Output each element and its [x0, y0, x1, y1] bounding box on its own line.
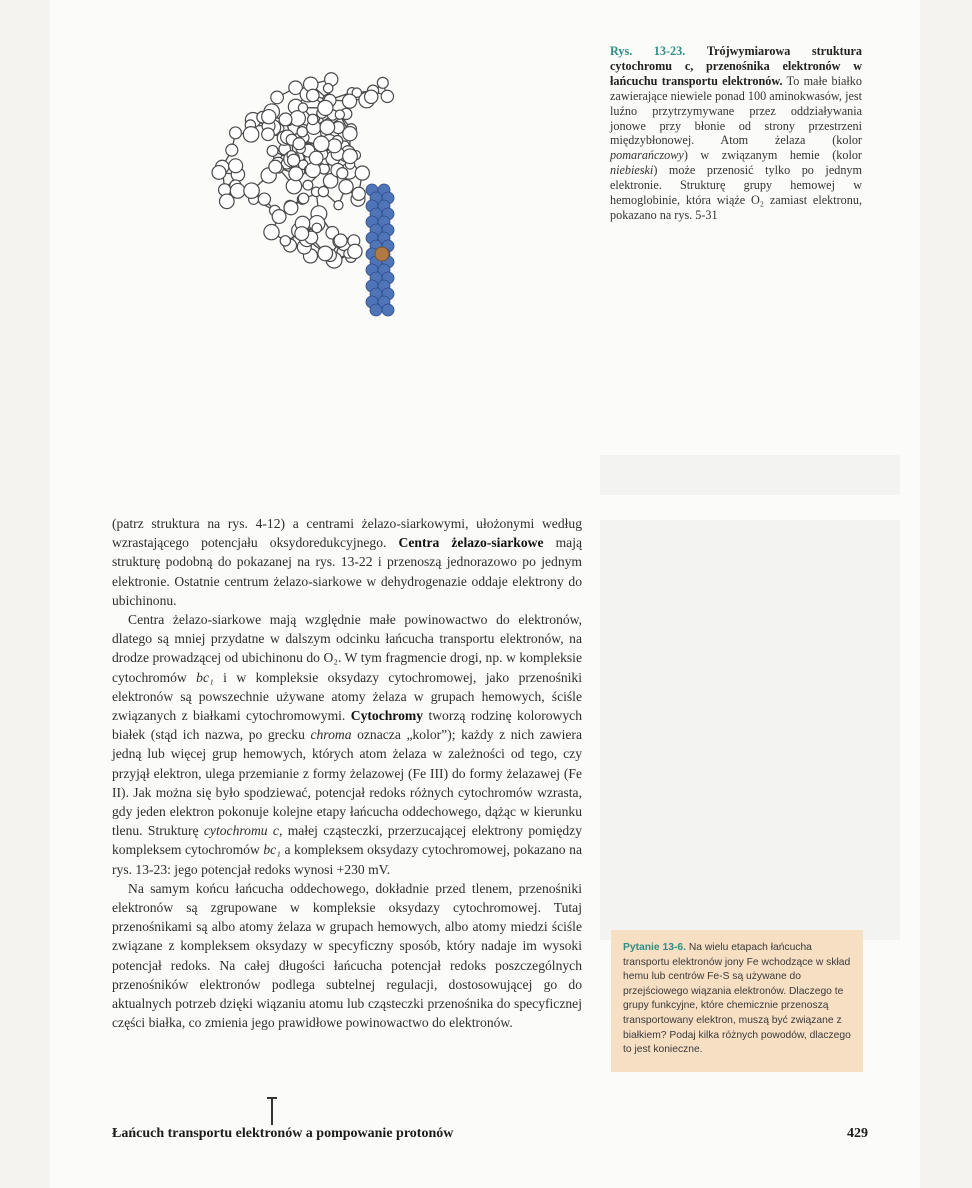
atom — [343, 127, 357, 141]
text: a kompleksem oksydazy cytochromowej, pokazano na rys. 13-23: jego potencjał redoks wynosi +230 mV. — [112, 842, 582, 877]
question-box — [611, 930, 863, 1072]
question-label: Pytanie 13-6. — [623, 942, 686, 953]
atom — [212, 166, 226, 180]
italic-text: bc₁ — [196, 669, 214, 685]
atom — [308, 114, 318, 124]
text: oznacza „kolor”); każdy z nich zawiera jedną lub więcej grup hemowych, których atom żelaza w zależności od tego, czy przyjął elektron, ulega przemianie z formy żelazowej (Fe III) do formy żelazawej (Fe II). Jak można się było spodziewać, potencjał redoks różnych cytochromów wzrasta, gdy jeden elektron pokonuje kolejne etapy łańcucha oddechowego, dążąc w kierunku tlenu. Strukturę — [112, 727, 582, 839]
caption-italic: niebieski — [610, 163, 654, 178]
atom — [314, 136, 329, 151]
text: (patrz struktura na rys. 4-12) a centrami żelazo-siarkowymi, ułożonymi według wzrastającego potencjału oksydoredukcyjnego. — [112, 516, 582, 551]
atom — [271, 91, 284, 104]
body-text — [112, 514, 582, 1032]
atom — [229, 159, 243, 173]
atom — [323, 84, 332, 93]
atom — [230, 183, 245, 198]
atom — [343, 149, 358, 164]
italic-text: bc₁ — [263, 842, 281, 858]
atom — [289, 167, 303, 181]
text: Na samym końcu łańcucha oddechowego, dokładnie przed tlenem, przenośniki elektronów są zgrupowane w kompleksie oksydazy cytochromowej. Tutaj przenośnikami są albo atomy żelaza w grupach hemowych, albo atomy miedzi ściśle związane z kompleksem oksydazy w specyficzny sposób, który nadaje im wysoki potencjał redoks. Na całej długości łańcucha potencjał redoks poszczególnych przenośników elektronów podlega subtelnej regulacji, dostosowującej go do aktualnych potrzeb dzięki wiązaniu atomu lub cząsteczki przenośnika do specyficznej części białka, co zmienia jego prawidłowe powinowactwo do elektronów. — [112, 880, 582, 1031]
margin-mark — [271, 1097, 273, 1125]
atom — [365, 90, 378, 103]
paragraph — [112, 879, 582, 1033]
atom — [280, 236, 290, 246]
atom — [264, 225, 279, 240]
atom — [334, 201, 343, 210]
text: mają strukturę podobną do pokazanej na rys. 13-22 i przenoszą jednorazowo po jednym elektronie. Ostatnie centrum żelazo-siarkowe w dehydrogenazie oddaje elektrony do ubichinonu. — [112, 535, 583, 608]
atom — [343, 94, 357, 108]
atom — [339, 180, 353, 194]
atom — [258, 193, 270, 205]
heme-atom — [370, 304, 382, 316]
atom — [348, 244, 362, 258]
atom — [298, 103, 307, 112]
iron-atom — [375, 247, 389, 261]
atom — [262, 110, 276, 124]
atom — [295, 227, 309, 241]
atom — [262, 128, 275, 141]
italic-text: chroma — [310, 727, 352, 743]
bleed-through-shadow — [600, 455, 900, 495]
atom — [307, 89, 319, 101]
atom — [352, 187, 365, 200]
atom — [298, 193, 308, 203]
heme-atom — [382, 304, 394, 316]
text: tworzą rodzinę kolorowych białek (stąd ich nazwa, po grecku — [112, 708, 582, 743]
atom — [320, 120, 335, 135]
caption-label: Rys. 13-23. — [610, 44, 686, 58]
atom — [303, 180, 313, 190]
atom — [284, 201, 298, 215]
caption-text: To małe białko zawierające niewiele ponad 100 aminokwasów, jest luźno przytrzymywane przez oddziaływania jonowe przy błonie od strony przestrzeni międzybłonowej. Atom żelaza (kolor — [610, 73, 862, 148]
atom — [309, 151, 323, 165]
atom — [297, 127, 307, 137]
paragraph — [112, 514, 582, 610]
atom — [293, 138, 305, 150]
atom — [318, 100, 333, 115]
atom — [381, 90, 393, 102]
term: Centra żelazo-siarkowe — [398, 535, 544, 551]
atom — [226, 144, 238, 156]
page-footer — [112, 1126, 868, 1148]
atom — [328, 139, 342, 153]
caption-title: Trójwymiarowa struktura cytochromu c, przenośnika elektronów w łańcuchu transportu elektronów. — [610, 44, 862, 88]
cytochrome-c-figure — [160, 40, 600, 480]
text: małej cząsteczki, przerzucającej elektrony pomiędzy kompleksem cytochromów — [112, 823, 582, 858]
atom — [334, 234, 347, 247]
italic-text: cytochromu c, — [203, 823, 283, 839]
atom — [377, 77, 388, 88]
caption-text: ) może przenosić tylko po jednym elektronie. Strukturę grupy hemowej w hemoglobinie, która wiąże O₂ zamiast elektronu, pokazano na rys. 5-31 — [610, 163, 862, 222]
atom — [318, 186, 328, 196]
caption-italic: pomarańczowy — [610, 148, 684, 163]
atom — [337, 168, 348, 179]
running-head: Łańcuch transportu elektronów a pompowanie protonów — [112, 1126, 454, 1141]
atom — [288, 154, 300, 166]
atom — [355, 166, 369, 180]
bleed-through-shadow — [600, 520, 900, 940]
page-number: 429 — [847, 1126, 868, 1141]
paragraph — [112, 610, 582, 879]
figure-caption — [610, 44, 862, 223]
atom — [269, 160, 282, 173]
atom — [230, 127, 242, 139]
atom — [272, 210, 286, 224]
atom — [267, 145, 278, 156]
term: Cytochromy — [350, 708, 424, 724]
atom — [243, 127, 258, 142]
text: i w kompleksie oksydazy cytochromowej, jako przenośniki elektronów są powszechnie używane atomy żelaza w grupach hemowych, ściśle związanych z białkami cytochromowymi. — [112, 669, 583, 724]
question-text: Na wielu etapach łańcucha transportu elektronów jony Fe wchodzące w skład hemu lub centrów Fe-S są używane do przejściowego wiązania elektronów. Dlaczego te grupy funkcyjne, które chemicznie przenoszą transportowany elektron, muszą być związane z białkiem? Podaj kilka różnych powodów, dlaczego to jest konieczne. — [623, 942, 851, 1056]
molecule-structure — [160, 40, 600, 480]
atom — [335, 110, 344, 119]
atom — [318, 246, 333, 261]
atom — [279, 113, 292, 126]
caption-text: ) w związanym hemie (kolor — [683, 148, 862, 163]
atom — [244, 183, 259, 198]
text: Centra żelazo-siarkowe mają względnie małe powinowactwo do elektronów, dlatego są mniej przydatne w dalszym odcinku łańcucha transportu elektronów, na drodze prowadzącej od ubichinonu do O₂. W tym fragmencie drogi, np. w kompleksie cytochromów — [112, 612, 582, 685]
